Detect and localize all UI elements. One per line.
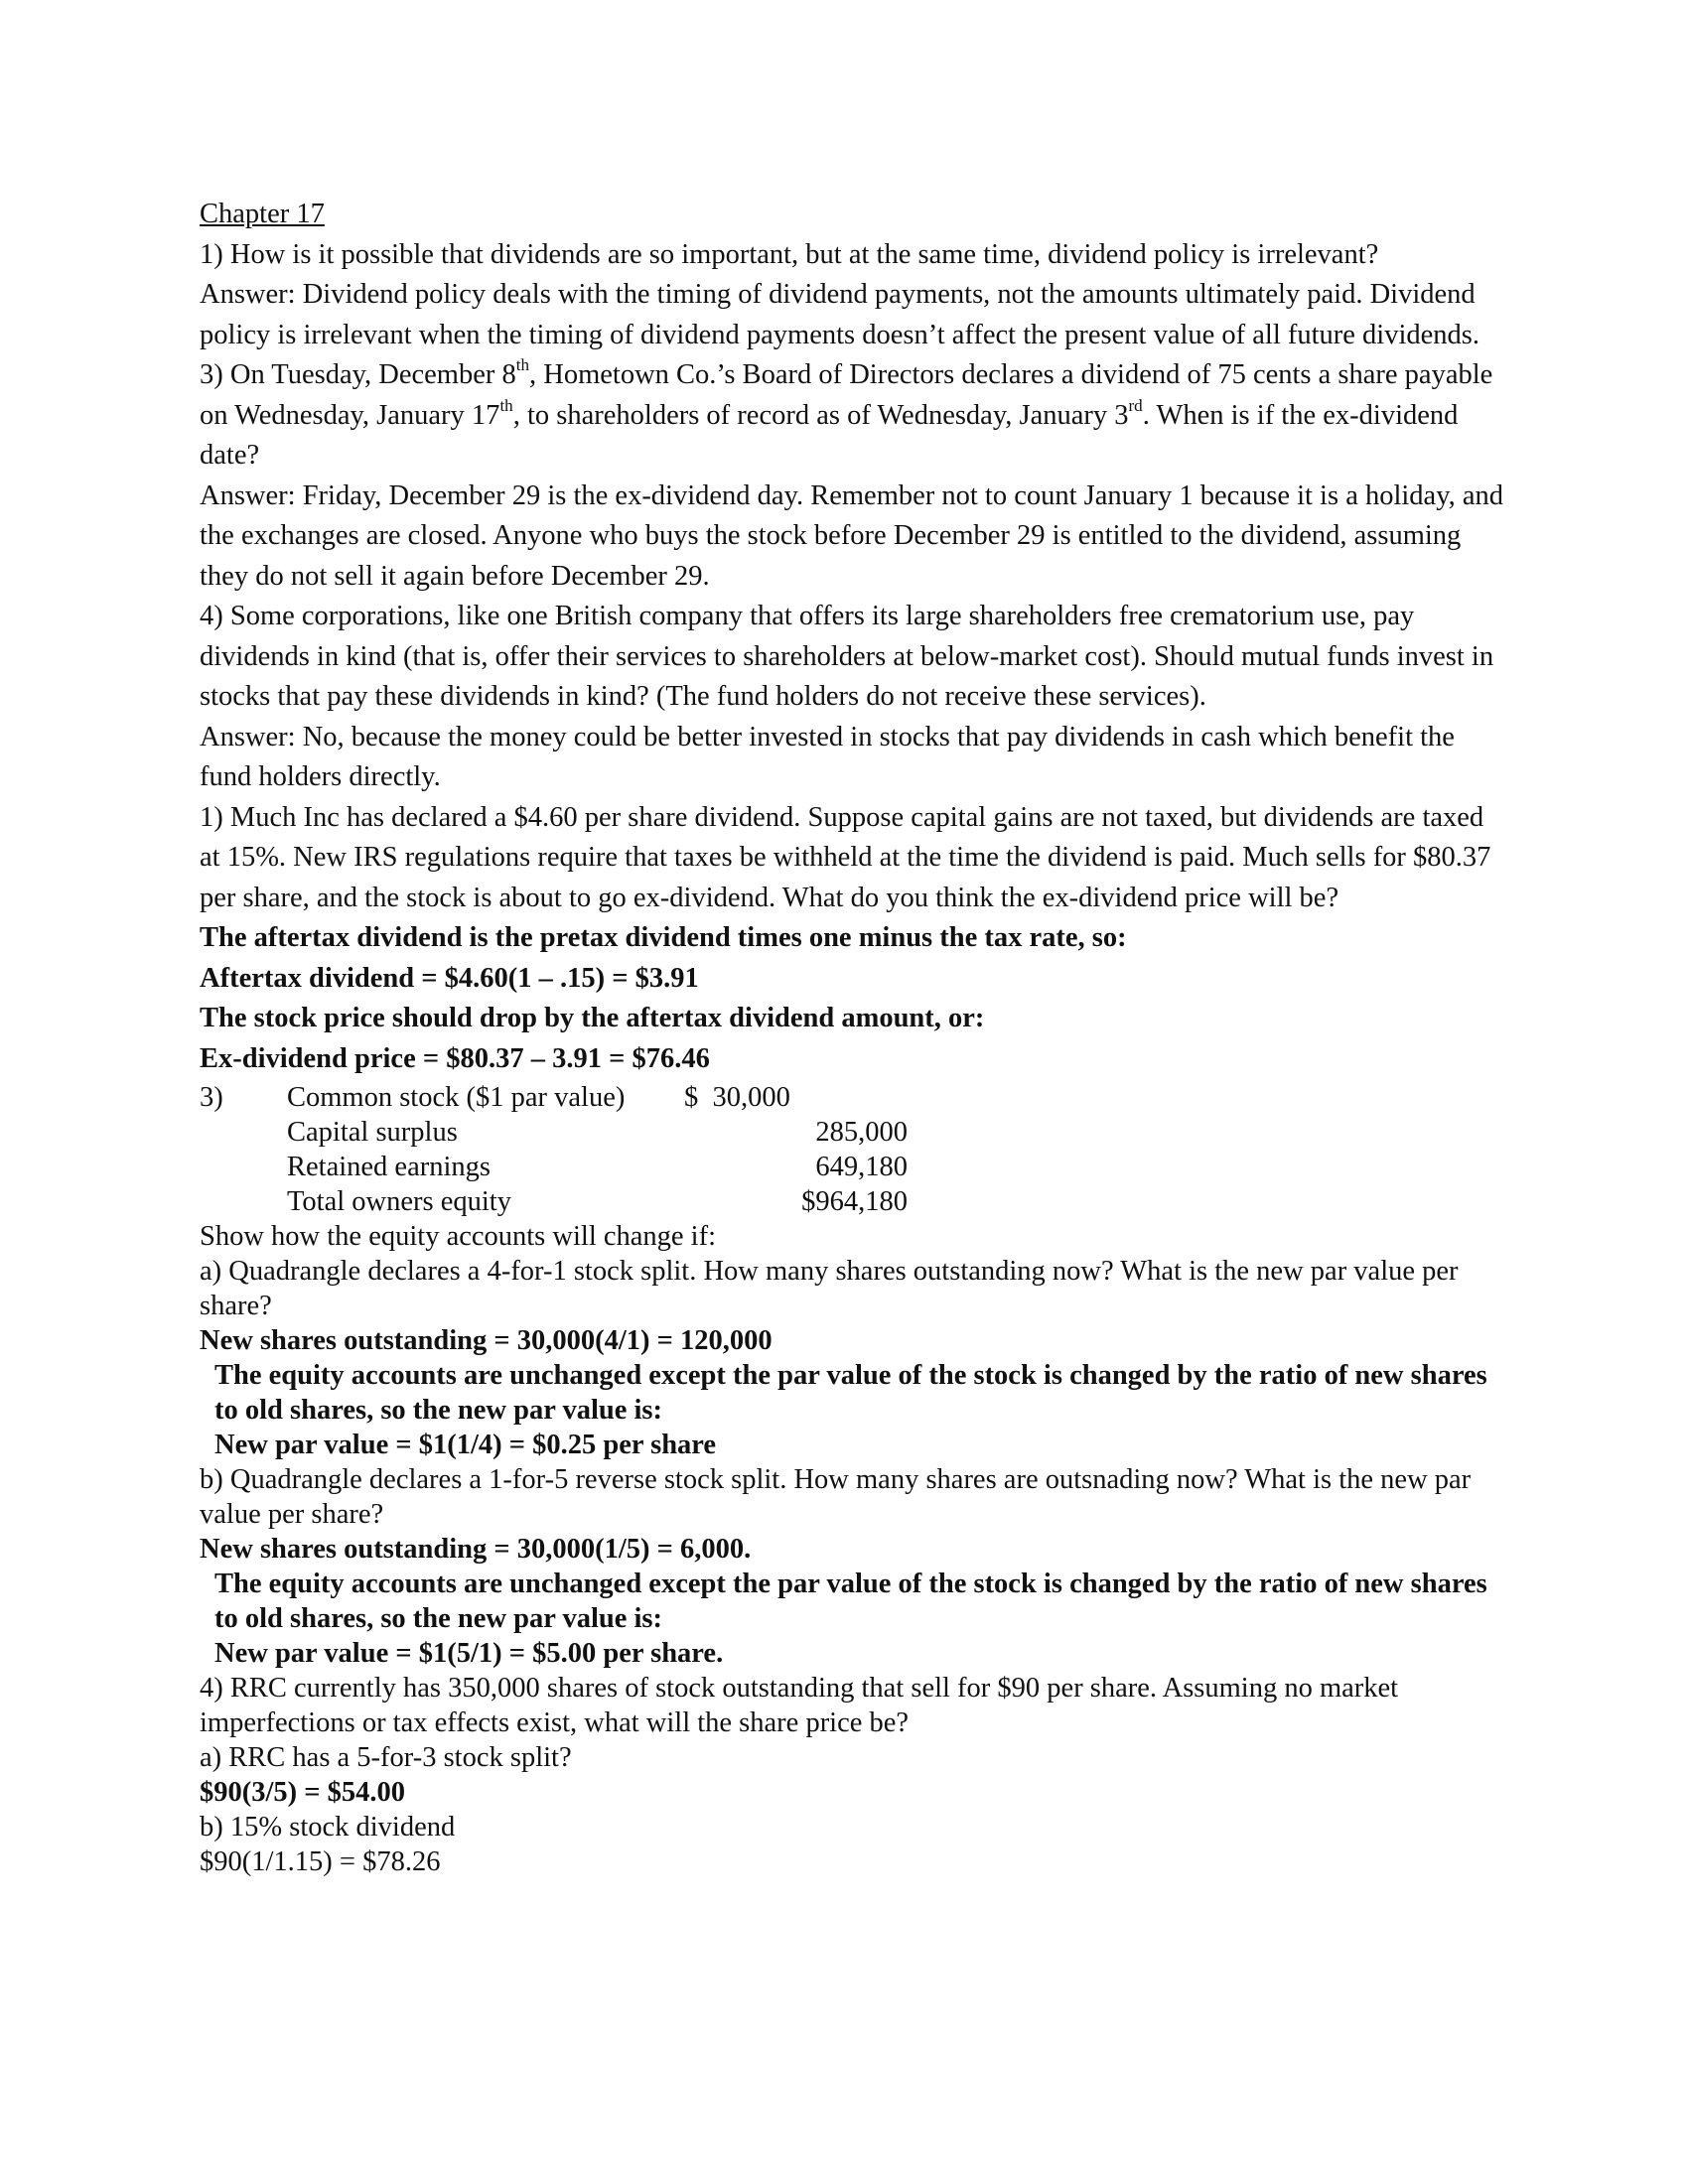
problem-number: 3) — [200, 1082, 223, 1113]
q3-sup-1: th — [515, 355, 530, 375]
p3-a-shares: New shares outstanding = 30,000(4/1) = 120,000 — [200, 1325, 773, 1356]
equity-accounts-table — [200, 1080, 908, 1219]
p3-b-par: New par value = $1(5/1) = $5.00 per share. — [214, 1638, 724, 1669]
p1-solution-line-4: Ex-dividend price = $80.37 – 3.91 = $76.46 — [200, 1042, 710, 1074]
q3-text-3: , to shareholders of record as of Wednesday, January 3 — [512, 399, 1129, 431]
equity-amount: 649,180 — [815, 1152, 908, 1182]
equity-label: Common stock ($1 par value) — [287, 1082, 626, 1113]
q3-text-1: 3) On Tuesday, December 8 — [200, 359, 516, 390]
equity-amount: 285,000 — [815, 1117, 908, 1148]
table-row — [200, 1080, 908, 1115]
section-problems — [200, 1080, 1510, 1879]
q4-question: 4) Some corporations, like one British company that offers its large shareholders free crematorium use, pay dividends in kind (that is, offer their services to shareholders at below-market cost). Should mutual funds invest in stocks that pay these dividends in kind? (The fund holders do not receive these services). — [200, 601, 1494, 712]
p4-b-answer: $90(1/1.15) = $78.26 — [200, 1846, 441, 1877]
p3-a-par: New par value = $1(1/4) = $0.25 per share — [214, 1430, 717, 1460]
p1-solution-line-3: The stock price should drop by the aftertax dividend amount, or: — [200, 1003, 985, 1033]
p3-intro: Show how the equity accounts will change if: — [200, 1221, 717, 1252]
equity-amount: $964,180 — [801, 1186, 908, 1217]
q1-answer: Answer: Dividend policy deals with the timing of dividend payments, not the amounts ultimately paid. Dividend policy is irrelevant when the timing of dividend payments doesn’t affect the present value of all future dividends. — [200, 279, 1480, 350]
q3-answer: Answer: Friday, December 29 is the ex-dividend day. Remember not to count January 1 because it is a holiday, and the exchanges are closed. Anyone who buys the stock before December 29 is entitled to the dividend, assuming they do not sell it again before December 29. — [200, 479, 1504, 592]
p3-a-question: a) Quadrangle declares a 4-for-1 stock split. How many shares outstanding now? What is the new par value per share? — [200, 1256, 1459, 1321]
p3-b-question: b) Quadrangle declares a 1-for-5 reverse stock split. How many shares are outsnading now? What is the new par value per share? — [200, 1464, 1472, 1530]
q3-text-2: , Hometown Co.’s Board of Directors declares a dividend of 75 cents a share payable on Wednesday, January 17 — [200, 359, 1493, 431]
p3-b-shares: New shares outstanding = 30,000(1/5) = 6,000. — [200, 1534, 752, 1565]
p4-b-question: b) 15% stock dividend — [200, 1812, 456, 1843]
p3-b-explain: The equity accounts are unchanged except the par value of the stock is changed by the ratio of new shares to old shares, so the new par value is: — [214, 1569, 1487, 1634]
table-row — [200, 1150, 908, 1184]
document-page — [200, 195, 1510, 1879]
q3-sup-3: rd — [1128, 395, 1143, 415]
q4-answer: Answer: No, because the money could be better invested in stocks that pay dividends in cash which benefit the fund holders directly. — [200, 721, 1455, 792]
chapter-title: Chapter 17 — [200, 199, 325, 229]
table-row — [200, 1184, 908, 1219]
p3-a-explain: The equity accounts are unchanged except the par value of the stock is changed by the ratio of new shares to old shares, so the new par value is: — [214, 1360, 1487, 1426]
p1-question: 1) Much Inc has declared a $4.60 per share dividend. Suppose capital gains are not taxed, but dividends are taxed at 15%. New IRS regulations require that taxes be withheld at the time the dividend is paid. Much sells for $80.37 per share, and the stock is about to go ex-dividend. What do you think the ex-dividend price will be? — [200, 801, 1491, 913]
equity-label: Total owners equity — [287, 1186, 511, 1217]
q3-question — [200, 355, 1510, 477]
p4-question: 4) RRC currently has 350,000 shares of stock outstanding that sell for $90 per share. Assuming no market imperfections or tax effects exist, what will the share price be? — [200, 1673, 1399, 1738]
p1-solution-line-1: The aftertax dividend is the pretax dividend times one minus the tax rate, so: — [200, 922, 1127, 953]
p1-solution-line-2: Aftertax dividend = $4.60(1 – .15) = $3.91 — [200, 962, 699, 994]
q3-text-4: . When is if the ex-dividend date? — [200, 399, 1459, 471]
p4-a-question: a) RRC has a 5-for-3 stock split? — [200, 1742, 572, 1773]
section-chapter-intro — [200, 195, 1510, 1079]
p4-a-answer: $90(3/5) = $54.00 — [200, 1777, 406, 1808]
q3-sup-2: th — [499, 395, 513, 415]
table-row — [200, 1115, 908, 1150]
equity-label: Retained earnings — [287, 1152, 491, 1182]
equity-label: Capital surplus — [287, 1117, 458, 1148]
equity-amount: $ 30,000 — [684, 1082, 790, 1113]
q1-question: 1) How is it possible that dividends are so important, but at the same time, dividend policy is irrelevant? — [200, 238, 1379, 270]
